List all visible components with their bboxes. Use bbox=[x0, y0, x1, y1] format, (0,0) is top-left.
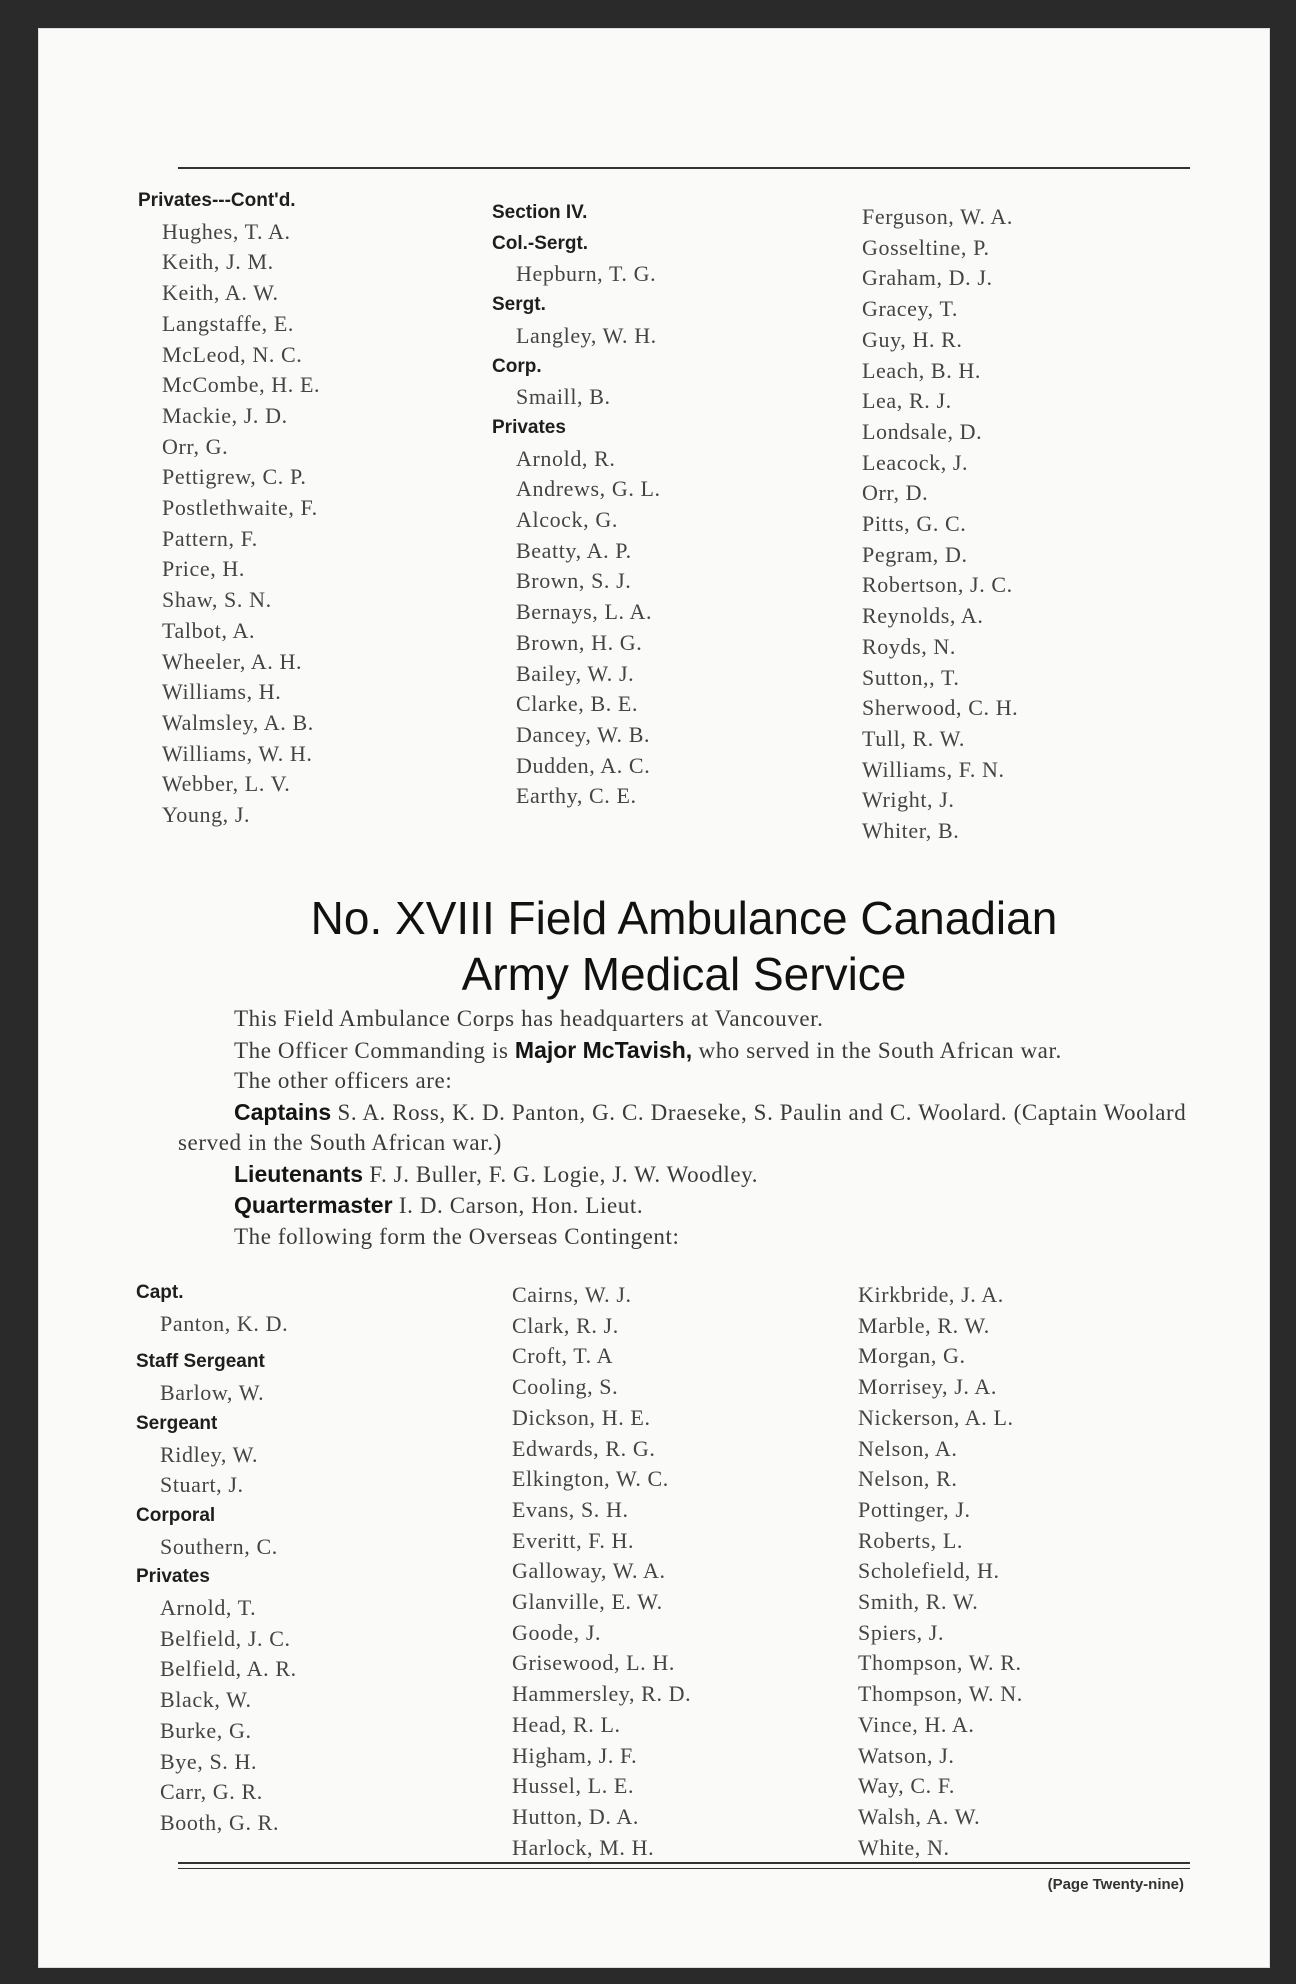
spacer bbox=[136, 1339, 456, 1347]
roster-name: Williams, F. N. bbox=[862, 756, 1005, 782]
roster-name: Everitt, F. H. bbox=[512, 1527, 635, 1553]
rank-heading: Corporal bbox=[136, 1504, 216, 1526]
roster-name: Croft, T. A bbox=[512, 1343, 614, 1369]
intro-text bbox=[178, 1004, 1190, 1252]
roster-name: Pottinger, J. bbox=[858, 1496, 971, 1522]
roster-name: Harlock, M. H. bbox=[512, 1834, 655, 1860]
roster-name: Bailey, W. J. bbox=[516, 660, 635, 686]
roster-name: Galloway, W. A. bbox=[512, 1558, 666, 1584]
roster-name: Williams, H. bbox=[162, 679, 282, 705]
roster-name: Elkington, W. C. bbox=[512, 1466, 669, 1492]
rank-heading: Sergt. bbox=[492, 294, 546, 316]
roster-name: Stuart, J. bbox=[160, 1472, 244, 1498]
roster-name: Alcock, G. bbox=[516, 507, 618, 533]
roster-name: Spiers, J. bbox=[858, 1619, 945, 1645]
roster-name: Londsale, D. bbox=[862, 418, 983, 444]
bottom-rule bbox=[178, 1862, 1190, 1864]
roster-name: Whiter, B. bbox=[862, 818, 960, 844]
roster-name: Dickson, H. E. bbox=[512, 1404, 651, 1430]
roster-name: Webber, L. V. bbox=[162, 771, 291, 797]
roster-name: Watson, J. bbox=[858, 1742, 955, 1768]
roster-name: Vince, H. A. bbox=[858, 1711, 975, 1737]
roster-name: Nelson, A. bbox=[858, 1435, 958, 1461]
section-title-line-2: Army Medical Service bbox=[461, 948, 907, 1000]
roster-name: Sherwood, C. H. bbox=[862, 695, 1019, 721]
intro-paragraph-3: The other officers are: bbox=[234, 1068, 453, 1093]
roster-name: Arnold, T. bbox=[160, 1595, 257, 1621]
roster-name: Mackie, J. D. bbox=[162, 402, 288, 428]
roster-name: Dancey, W. B. bbox=[516, 721, 651, 747]
roster-name: Evans, S. H. bbox=[512, 1496, 629, 1522]
roster-name: Brown, H. G. bbox=[516, 629, 643, 655]
page-number: (Page Twenty-nine) bbox=[1047, 1876, 1184, 1893]
intro-paragraph-1: This Field Ambulance Corps has headquarters at Vancouver. bbox=[234, 1006, 824, 1031]
roster-name: Way, C. F. bbox=[858, 1773, 955, 1799]
roster-name: Ferguson, W. A. bbox=[862, 204, 1014, 229]
roster-name: Booth, G. R. bbox=[160, 1809, 280, 1835]
roster-name: McCombe, H. E. bbox=[162, 372, 321, 398]
roster-name: Lea, R. J. bbox=[862, 388, 952, 414]
roster-name: Pattern, F. bbox=[162, 525, 258, 551]
roster-name: Hutton, D. A. bbox=[512, 1803, 639, 1829]
roster-name: Glanville, E. W. bbox=[512, 1589, 663, 1615]
rank-heading: Sergeant bbox=[136, 1412, 218, 1434]
roster-name: Young, J. bbox=[162, 802, 251, 828]
roster-name: Tull, R. W. bbox=[862, 725, 966, 751]
roster-name: Smith, R. W. bbox=[858, 1589, 979, 1615]
roster-name: Hughes, T. A. bbox=[162, 218, 291, 244]
roster-name: Walsh, A. W. bbox=[858, 1803, 981, 1829]
bottom-column-1 bbox=[136, 1278, 456, 1839]
rank-heading: Staff Sergeant bbox=[136, 1351, 265, 1373]
roster-name: Nickerson, A. L. bbox=[858, 1404, 1014, 1430]
roster-name: Marble, R. W. bbox=[858, 1312, 990, 1338]
roster-name: Hammersley, R. D. bbox=[512, 1681, 692, 1707]
roster-name: Reynolds, A. bbox=[862, 603, 984, 629]
roster-name: Clark, R. J. bbox=[512, 1312, 619, 1338]
roster-name: Brown, S. J. bbox=[516, 568, 632, 594]
roster-name: Burke, G. bbox=[160, 1717, 252, 1743]
roster-name: Cairns, W. J. bbox=[512, 1282, 632, 1307]
roster-name: Guy, H. R. bbox=[862, 326, 963, 352]
roster-name: Royds, N. bbox=[862, 633, 957, 659]
roster-name: Leach, B. H. bbox=[862, 357, 981, 383]
roster-name: White, N. bbox=[858, 1834, 950, 1860]
roster-name: Hussel, L. E. bbox=[512, 1773, 635, 1799]
roster-name: Arnold, R. bbox=[516, 445, 616, 471]
roster-name: Gracey, T. bbox=[862, 296, 958, 322]
bottom-rule-thin bbox=[178, 1868, 1190, 1869]
roster-name: Gosseltine, P. bbox=[862, 234, 990, 260]
roster-name: Nelson, R. bbox=[858, 1466, 958, 1492]
quartermaster-paragraph: Quartermaster I. D. Carson, Hon. Lieut. bbox=[234, 1192, 644, 1218]
roster-name: Andrews, G. L. bbox=[516, 476, 661, 502]
roster-name: Morrisey, J. A. bbox=[858, 1374, 997, 1400]
lieutenants-paragraph: Lieutenants F. J. Buller, F. G. Logie, J. W. Woodley. bbox=[234, 1160, 759, 1187]
roster-name: Walmsley, A. B. bbox=[162, 709, 314, 735]
roster-name: Pettigrew, C. P. bbox=[162, 464, 307, 490]
roster-name: Ridley, W. bbox=[160, 1441, 259, 1467]
roster-name: Keith, J. M. bbox=[162, 249, 274, 275]
roster-name: Black, W. bbox=[160, 1687, 252, 1713]
roster-name: Scholefield, H. bbox=[858, 1558, 1000, 1584]
roster-name: Clarke, B. E. bbox=[516, 691, 639, 717]
roster-name: Pegram, D. bbox=[862, 541, 968, 567]
commanding-officer: Major McTavish, bbox=[514, 1036, 693, 1063]
contingent-intro: The following form the Overseas Contingent: bbox=[234, 1223, 680, 1249]
rank-heading: Corp. bbox=[492, 355, 542, 377]
top-rule bbox=[178, 167, 1190, 169]
rank-heading: Privates bbox=[492, 416, 566, 438]
roster-name: Panton, K. D. bbox=[160, 1310, 289, 1336]
roster-name: Barlow, W. bbox=[160, 1380, 265, 1406]
bottom-column-2 bbox=[512, 1280, 852, 1863]
roster-name: Belfield, A. R. bbox=[160, 1656, 297, 1682]
roster-name: Graham, D. J. bbox=[862, 265, 993, 291]
roster-name: Grisewood, L. H. bbox=[512, 1650, 675, 1676]
roster-name: Talbot, A. bbox=[162, 617, 256, 643]
roster-name: Leacock, J. bbox=[862, 449, 969, 475]
roster-name: Dudden, A. C. bbox=[516, 752, 651, 778]
roster-name: Robertson, J. C. bbox=[862, 572, 1013, 598]
roster-name: Head, R. L. bbox=[512, 1711, 621, 1737]
roster-name: Bye, S. H. bbox=[160, 1748, 258, 1774]
roster-name: Cooling, S. bbox=[512, 1374, 619, 1400]
roster-name: Smaill, B. bbox=[516, 384, 611, 410]
roster-name: Morgan, G. bbox=[858, 1343, 966, 1369]
roster-name: Langstaffe, E. bbox=[162, 310, 294, 336]
roster-name: Sutton,, T. bbox=[862, 664, 960, 690]
roster-name: Orr, D. bbox=[862, 480, 929, 506]
roster-name: Keith, A. W. bbox=[162, 280, 279, 306]
rank-heading: Privates bbox=[136, 1566, 210, 1588]
roster-name: Price, H. bbox=[162, 556, 245, 582]
roster-name: Orr, G. bbox=[162, 433, 229, 459]
top-column-3 bbox=[862, 202, 1222, 847]
rank-heading: Section IV. bbox=[492, 202, 588, 223]
roster-name: Southern, C. bbox=[160, 1533, 278, 1559]
rank-heading: Capt. bbox=[136, 1282, 184, 1303]
roster-name: Roberts, L. bbox=[858, 1527, 963, 1553]
roster-name: Thompson, W. N. bbox=[858, 1681, 1023, 1707]
roster-name: Earthy, C. E. bbox=[516, 783, 637, 809]
roster-name: Beatty, A. P. bbox=[516, 537, 632, 563]
roster-name: Langley, W. H. bbox=[516, 322, 657, 348]
top-column-1 bbox=[138, 186, 458, 831]
section-title-line-1: No. XVIII Field Ambulance Canadian bbox=[310, 892, 1058, 944]
captains-paragraph: Captains S. A. Ross, K. D. Panton, G. C. Draeseke, S. Paulin and C. Woolard. (Captain Woolard served in the South African war.) bbox=[178, 1098, 1187, 1155]
rank-heading: Col.-Sergt. bbox=[492, 232, 589, 254]
roster-name: Bernays, L. A. bbox=[516, 599, 653, 625]
bottom-column-3 bbox=[858, 1280, 1218, 1863]
roster-name: McLeod, N. C. bbox=[162, 341, 303, 367]
roster-name: Hepburn, T. G. bbox=[516, 261, 657, 287]
roster-name: Shaw, S. N. bbox=[162, 587, 272, 613]
roster-name: Postlethwaite, F. bbox=[162, 495, 318, 521]
intro-paragraph-2: The Officer Commanding is Major McTavish, who served in the South African war. bbox=[234, 1036, 1062, 1063]
roster-name: Williams, W. H. bbox=[162, 740, 313, 766]
roster-name: Wright, J. bbox=[862, 787, 955, 813]
roster-name: Edwards, R. G. bbox=[512, 1435, 656, 1461]
document-page bbox=[38, 28, 1270, 1968]
roster-name: Kirkbride, J. A. bbox=[858, 1282, 1004, 1307]
roster-name: Thompson, W. R. bbox=[858, 1650, 1022, 1676]
top-column-2 bbox=[492, 198, 812, 812]
roster-name: Carr, G. R. bbox=[160, 1779, 263, 1805]
roster-name: Belfield, J. C. bbox=[160, 1625, 291, 1651]
roster-name: Higham, J. F. bbox=[512, 1742, 638, 1768]
roster-name: Goode, J. bbox=[512, 1619, 602, 1645]
rank-heading: Privates---Cont'd. bbox=[138, 190, 296, 211]
roster-name: Wheeler, A. H. bbox=[162, 648, 303, 674]
roster-name: Pitts, G. C. bbox=[862, 511, 967, 537]
